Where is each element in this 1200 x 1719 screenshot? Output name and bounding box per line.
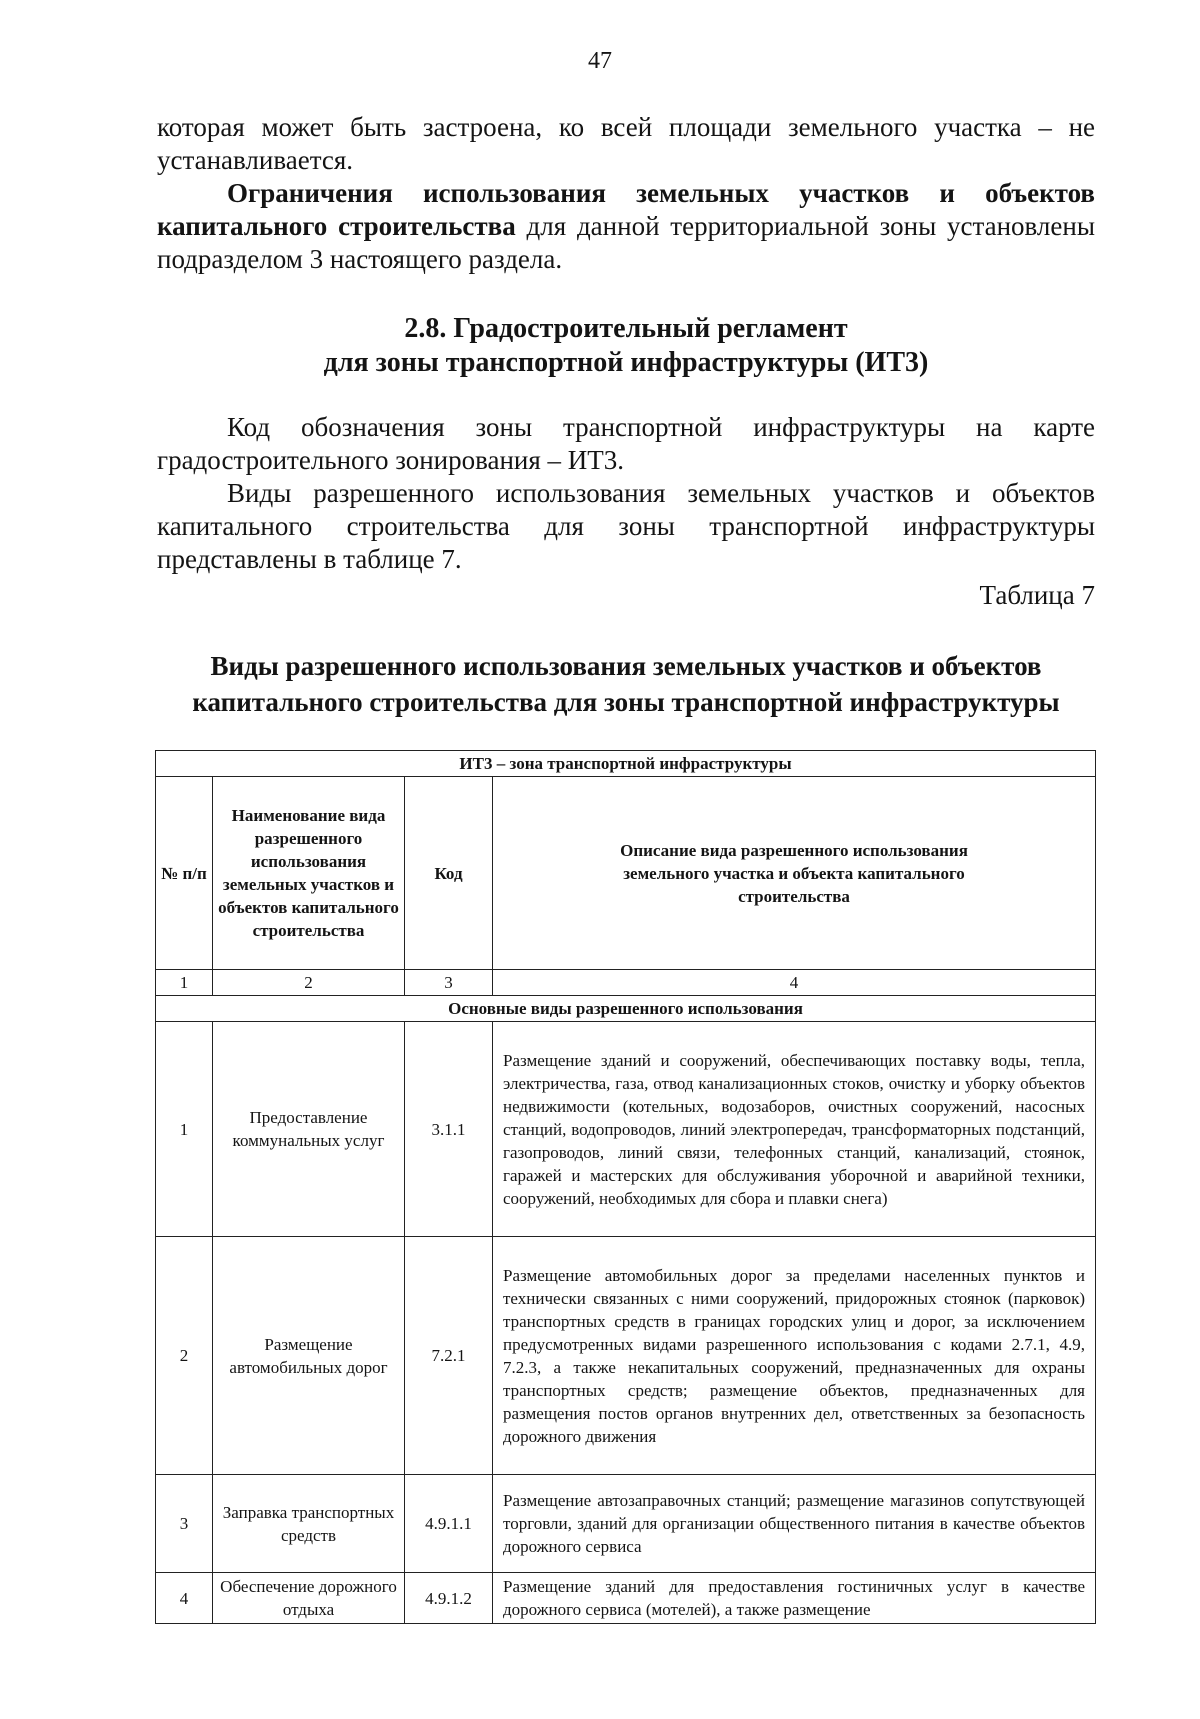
row-num: 1 [156, 1022, 213, 1237]
table-title-line-1: Виды разрешенного использования земельных участков и объектов [210, 651, 1042, 681]
header-name: Наименование вида разрешенного использования земельных участков и объектов капитального строительства [213, 777, 405, 970]
column-number-2: 2 [213, 970, 405, 996]
row-description: Размещение зданий для предоставления гостиничных услуг в качестве дорожного сервиса (мотелей), а также размещение [493, 1573, 1096, 1624]
section-title [157, 312, 1095, 380]
row-name: Предоставление коммунальных услуг [213, 1022, 405, 1237]
row-num: 3 [156, 1475, 213, 1573]
table-row [156, 1237, 1096, 1475]
row-name: Размещение автомобильных дорог [213, 1237, 405, 1475]
column-number-3: 3 [405, 970, 493, 996]
paragraph-zone-code: Код обозначения зоны транспортной инфраструктуры на карте градостроительного зонирования – ИТ3. [157, 412, 1095, 475]
table-zone-row [156, 751, 1096, 777]
table-row [156, 1022, 1096, 1237]
row-code: 4.9.1.1 [405, 1475, 493, 1573]
usage-table [155, 750, 1096, 1624]
table-row [156, 1573, 1096, 1624]
table-title [130, 648, 1122, 720]
paragraph-continuation: которая может быть застроена, ко всей площади земельного участка – не устанавливается. [157, 112, 1095, 175]
page-number: 47 [588, 48, 612, 74]
restrictions-bold-text: Ограничения использования земельных участков и объектов капитального строительства [157, 178, 1095, 241]
zone-header: ИТ3 – зона транспортной инфраструктуры [156, 751, 1096, 777]
table-section-row [156, 996, 1096, 1022]
table-label: Таблица 7 [979, 580, 1095, 610]
row-description: Размещение зданий и сооружений, обеспечивающих поставку воды, тепла, электричества, газа, отвод канализационных стоков, очистку и уборку объектов недвижимости (котельных, водозаборов, очистных сооружений, насосных станций, водопроводов, линий электропередач, трансформаторных подстанций, газопроводов, линий связи, телефонных станций, канализаций, стоянок, гаражей и мастерских для обслуживания уборочной и аварийной техники, сооружений, необходимых для сбора и плавки снега) [493, 1022, 1096, 1237]
column-number-1: 1 [156, 970, 213, 996]
row-code: 3.1.1 [405, 1022, 493, 1237]
section-header: Основные виды разрешенного использования [156, 996, 1096, 1022]
row-num: 4 [156, 1573, 213, 1624]
table-title-line-2: капитального строительства для зоны транспортной инфраструктуры [192, 687, 1060, 717]
table-column-numbers-row [156, 970, 1096, 996]
row-code: 4.9.1.2 [405, 1573, 493, 1624]
table-header-row [156, 777, 1096, 970]
row-num: 2 [156, 1237, 213, 1475]
table-row [156, 1475, 1096, 1573]
header-num: № п/п [156, 777, 213, 970]
row-code: 7.2.1 [405, 1237, 493, 1475]
row-name: Обеспечение дорожного отдыха [213, 1573, 405, 1624]
restrictions-text: для данной территориальной зоны установлены подразделом 3 настоящего раздела. [157, 211, 1095, 274]
column-number-4: 4 [493, 970, 1096, 996]
row-name: Заправка транспортных средств [213, 1475, 405, 1573]
header-description: Описание вида разрешенного использования земельного участка и объекта капитального строительства [493, 777, 1096, 970]
paragraph-usage-types: Виды разрешенного использования земельных участков и объектов капитального строительства для зоны транспортной инфраструктуры представлены в таблице 7. [157, 478, 1095, 574]
section-title-line-1: 2.8. Градостроительный регламент [404, 313, 848, 344]
paragraph-restrictions [157, 177, 1095, 276]
row-description: Размещение автозаправочных станций; размещение магазинов сопутствующей торговли, зданий для организации общественного питания в качестве объектов дорожного сервиса [493, 1475, 1096, 1573]
row-description: Размещение автомобильных дорог за пределами населенных пунктов и технически связанных с ними сооружений, придорожных стоянок (парковок) транспортных средств в границах городских улиц и дорог, за исключением предусмотренных видами разрешенного использования с кодами 2.7.1, 4.9, 7.2.3, а также некапитальных сооружений, предназначенных для охраны транспортных средств; размещение объектов, предназначенных для размещения постов органов внутренних дел, ответственных за безопасность дорожного движения [493, 1237, 1096, 1475]
header-code: Код [405, 777, 493, 970]
section-title-line-2: для зоны транспортной инфраструктуры (ИТ3) [323, 347, 929, 378]
